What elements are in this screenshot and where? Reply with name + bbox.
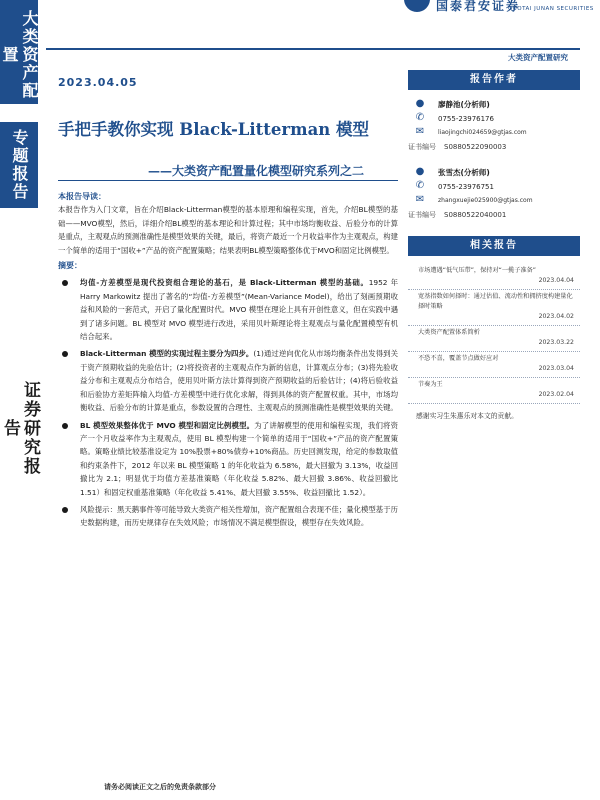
- author-cert: S0880522090003: [444, 143, 507, 151]
- abstract-item-body: 为了讲解模型的使用和编程实现，我们将资产一个月收益率作为主观观点，使用 BL 模型构建一个简单的适用于“国收+”产品的资产配置策略。策略业绩比较基准设定为 10%股票+80%债券+10%商品。历史回测发现，给定的参数取值和约束条件下，2012 年以来 BL 模型策略 1 的年化收益为 6.58%，最大回撤为 3.13%，收益回撤比为 2.1；明显优于均值方差基准策略（年化收益 5.82%、最大回撤 3.86%、收益回撤比 1.51）和固定权重基准策略（年化收益 5.41%、最大回撤 3.55%、收益回撤比 1.52）。: [80, 420, 398, 497]
- related-report[interactable]: [408, 264, 580, 290]
- footer-disclaimer: 请务必阅读正文之后的免责条款部分: [104, 783, 216, 791]
- sidebar: [0, 0, 38, 800]
- author-phone: 0755-23976751: [438, 183, 494, 191]
- abstract-item-head: BL 模型效果整体优于 MVO 模型和固定比例模型。: [80, 420, 255, 430]
- mail-icon: ✉: [415, 126, 425, 137]
- report-title: 手把手教你实现 Black-Litterman 模型: [58, 120, 370, 139]
- series-tag: 大类资产配置研究: [508, 53, 568, 62]
- abstract-item: [58, 419, 398, 499]
- sidebar-security-report: 证券研究报告: [0, 380, 40, 476]
- phone-icon: ✆: [415, 180, 425, 191]
- author-email[interactable]: zhangxuejie025900@gtjas.com: [438, 197, 533, 204]
- bullet-icon: [62, 280, 68, 286]
- related-report-title: 宽基指数如何择时：通过估值、流动性和拥挤度构建量化择时策略: [418, 293, 573, 310]
- abstract-item-body: 1952 年 Harry Markowitz 提出了著名的“均值-方差模型”(Mean-Variance Model)，给出了刻画预期收益和风险的一套范式，开启了量化配置时代。MVO 模型在理论上具有开创性意义，但在实践中遇到了诸多问题。BL 模型对 MVO 模型进行改进，采用贝叶斯理论将主观观点与量化配置模型有机结合起来。: [80, 278, 398, 342]
- report-subtitle: ——大类资产配置量化模型研究系列之二: [148, 164, 365, 178]
- related-report[interactable]: [408, 326, 580, 352]
- company-logo: [404, 0, 600, 14]
- cert-label: 证书编号: [408, 211, 436, 219]
- bullet-icon: [62, 423, 68, 429]
- authors-heading: 报告作者: [408, 70, 580, 90]
- abstract-heading: 摘要：: [58, 261, 82, 271]
- author-card: [408, 166, 580, 222]
- abstract-item-head: Black-Litterman 模型的实现过程主要分为四步。: [80, 349, 254, 359]
- related-report[interactable]: [408, 378, 580, 404]
- guide-heading: 本报告导读：: [58, 192, 106, 201]
- cert-label: 证书编号: [408, 143, 436, 151]
- phone-icon: ✆: [415, 112, 425, 123]
- related-report-title: 节奏为王: [418, 381, 443, 388]
- right-panel: [408, 70, 580, 420]
- main-content: [58, 190, 398, 530]
- subtitle-rule: [58, 180, 398, 181]
- related-report-title: 大类资产配置体系简析: [418, 329, 480, 336]
- related-report[interactable]: [408, 352, 580, 378]
- acknowledgement: 感谢实习生朱惠乐对本文的贡献。: [416, 412, 518, 420]
- author-card: [408, 98, 580, 154]
- person-icon: ●: [415, 166, 425, 177]
- author-email[interactable]: liaojingchi024659@gtjas.com: [438, 129, 527, 136]
- mail-icon: ✉: [415, 194, 425, 205]
- abstract-item-body: 风险提示：黑天鹅事件等可能导致大类资产相关性增加，资产配置组合表现不佳；量化模型基于历史数据构建，而历史规律存在失效风险；市场情况不满足模型假设，模型存在失效风险。: [80, 504, 398, 528]
- related-report-title: 市场遭遇“低气压带”，保持对“一揽子准备”: [418, 267, 537, 274]
- related-report-title: 不恐不喜，覆盖节点做好应对: [418, 355, 499, 362]
- author-phone: 0755-23976176: [438, 115, 494, 123]
- abstract-item: [58, 347, 398, 414]
- logo-en-text: GUOTAI JUNAN SECURITIES: [508, 6, 594, 12]
- related-report-date: 2023.04.02: [538, 313, 574, 320]
- related-report-date: 2023.04.04: [538, 277, 574, 284]
- abstract-item-body: (1)通过逆向优化从市场均衡条件出发得到关于资产预期收益的先验估计；(2)将投资者的主观观点作为新的信息，计算观点分布；(3)将先验收益分布和主观观点分布结合，使用贝叶斯方法计算得到资产预期收益的后验估计；(4)将后验收益和后验协方差矩阵输入均值-方差模型中进行优化求解，得到具体的资产配置权重。其中，市场均衡收益、后验分布的计算是重点，参数设置的合理性、主观观点的预测准确性是模型效果的关键。: [80, 349, 398, 413]
- author-name: 廖静池(分析师): [438, 100, 490, 109]
- sidebar-category: 大类资产配置: [0, 0, 38, 104]
- person-icon: ●: [415, 98, 425, 109]
- logo-cn-text: 国泰君安证券: [436, 0, 521, 13]
- abstract-item: [58, 276, 398, 343]
- bullet-icon: [62, 351, 68, 357]
- abstract-list: [58, 276, 398, 529]
- author-name: 张雪杰(分析师): [438, 168, 490, 177]
- related-report-date: 2023.02.04: [538, 391, 574, 398]
- related-report[interactable]: [408, 290, 580, 326]
- bullet-icon: [62, 507, 68, 513]
- author-cert: S0880522040001: [444, 211, 507, 219]
- logo-mark-icon: [404, 0, 430, 12]
- top-rule: [46, 48, 580, 50]
- abstract-item: [58, 503, 398, 530]
- abstract-item-head: 均值-方差模型是现代投资组合理论的基石，是 Black-Litterman 模型的基础。: [80, 278, 369, 288]
- related-report-date: 2023.03.22: [538, 339, 574, 346]
- related-reports: [408, 264, 580, 404]
- related-heading: 相关报告: [408, 236, 580, 256]
- sidebar-topic: 专题报告: [0, 122, 38, 208]
- report-date: 2023.04.05: [58, 76, 138, 89]
- guide-body: 本报告作为入门文章，旨在介绍Black-Litterman模型的基本原理和编程实现，首先，介绍BL模型的基础——MVO模型，然后，详细介绍BL模型的基本理论和计算过程；其中市场均衡收益、后验分布的计算是重点，主观观点的预测准确性是模型效果的关键，最后，将资产最近一个月收益率作为主观观点，构建一个简单的适用于“国收+”产品的资产配置策略；结果表明BL模型策略整体优于MVO和固定比例模型。: [58, 205, 398, 255]
- related-report-date: 2023.03.04: [538, 365, 574, 372]
